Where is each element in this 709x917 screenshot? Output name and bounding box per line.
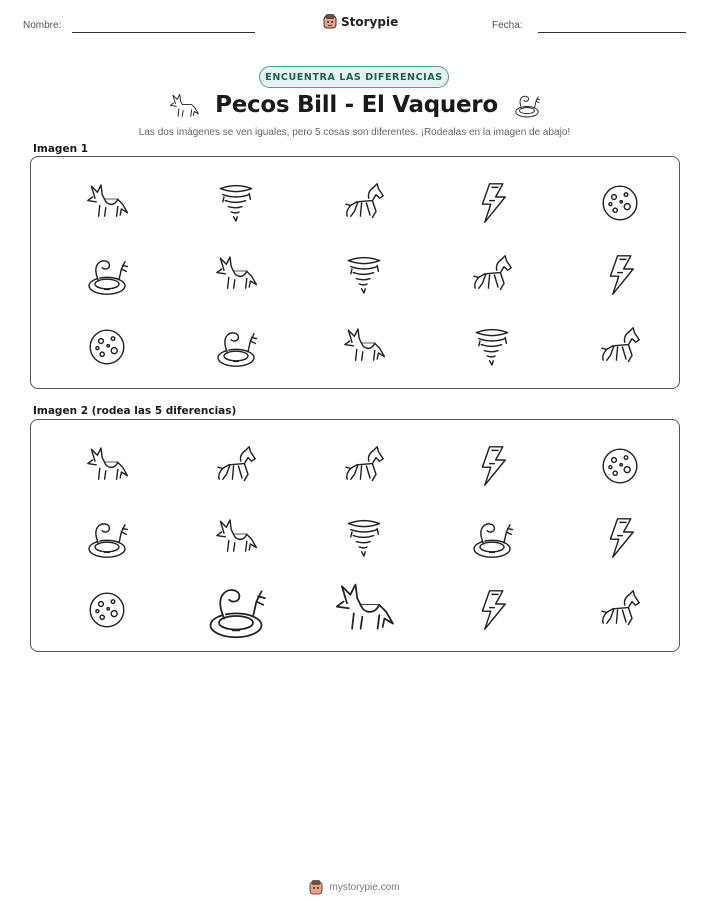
lightning-icon[interactable] [610, 519, 633, 557]
lightning-icon [482, 184, 505, 222]
brand-logo [323, 14, 398, 29]
horse-icon [474, 256, 511, 290]
snake-icon[interactable] [211, 590, 265, 637]
horse-icon[interactable] [346, 447, 383, 481]
moon-icon [603, 186, 637, 220]
coyote-icon[interactable] [217, 520, 257, 551]
brand-name: Storypie [341, 14, 399, 29]
snake-icon[interactable] [89, 524, 127, 557]
date-field[interactable] [538, 32, 686, 33]
lightning-icon[interactable] [482, 591, 505, 629]
name-field[interactable] [72, 32, 255, 33]
title-row [0, 90, 709, 120]
activity-badge: ENCUENTRA LAS DIFERENCIAS [259, 66, 449, 88]
date-label: Fecha: [492, 20, 523, 31]
coyote-icon [217, 257, 257, 288]
instructions: Las dos imágenes se ven iguales, pero 5 cosas son diferentes. ¡Rodealas en la imagen de abajo! [138, 127, 571, 138]
lightning-icon [610, 256, 633, 294]
tornado-icon [476, 330, 507, 365]
horse-icon[interactable] [218, 447, 255, 481]
coyote-icon[interactable] [88, 448, 128, 479]
storypie-mascot-icon [309, 880, 323, 895]
coyote-icon [88, 185, 128, 216]
image1-panel [30, 156, 680, 389]
lightning-icon[interactable] [482, 447, 505, 485]
moon-icon[interactable] [603, 449, 637, 483]
tornado-icon [220, 186, 251, 221]
coyote-icon [167, 90, 201, 120]
image1-grid [31, 157, 681, 390]
snake-icon[interactable] [474, 524, 512, 557]
coyote-icon[interactable] [337, 585, 393, 629]
snake-icon [512, 90, 542, 120]
storypie-mascot-icon [323, 14, 337, 29]
tornado-icon [348, 258, 379, 293]
page-title: Pecos Bill - El Vaquero [215, 92, 498, 118]
image2-label: Imagen 2 (rodea las 5 diferencias) [33, 405, 237, 417]
snake-icon [89, 261, 127, 294]
coyote-icon [345, 329, 385, 360]
moon-icon [90, 330, 124, 364]
moon-icon[interactable] [90, 593, 124, 627]
image2-grid[interactable] [31, 420, 681, 653]
image2-panel[interactable] [30, 419, 680, 652]
name-label: Nombre: [23, 20, 62, 31]
horse-icon[interactable] [602, 591, 639, 625]
footer-url[interactable]: mystorypie.com [329, 882, 400, 893]
footer [0, 880, 709, 895]
horse-icon [602, 328, 639, 362]
image1-label: Imagen 1 [33, 143, 89, 155]
horse-icon [346, 184, 383, 218]
tornado-icon[interactable] [348, 521, 379, 556]
snake-icon [218, 333, 256, 366]
